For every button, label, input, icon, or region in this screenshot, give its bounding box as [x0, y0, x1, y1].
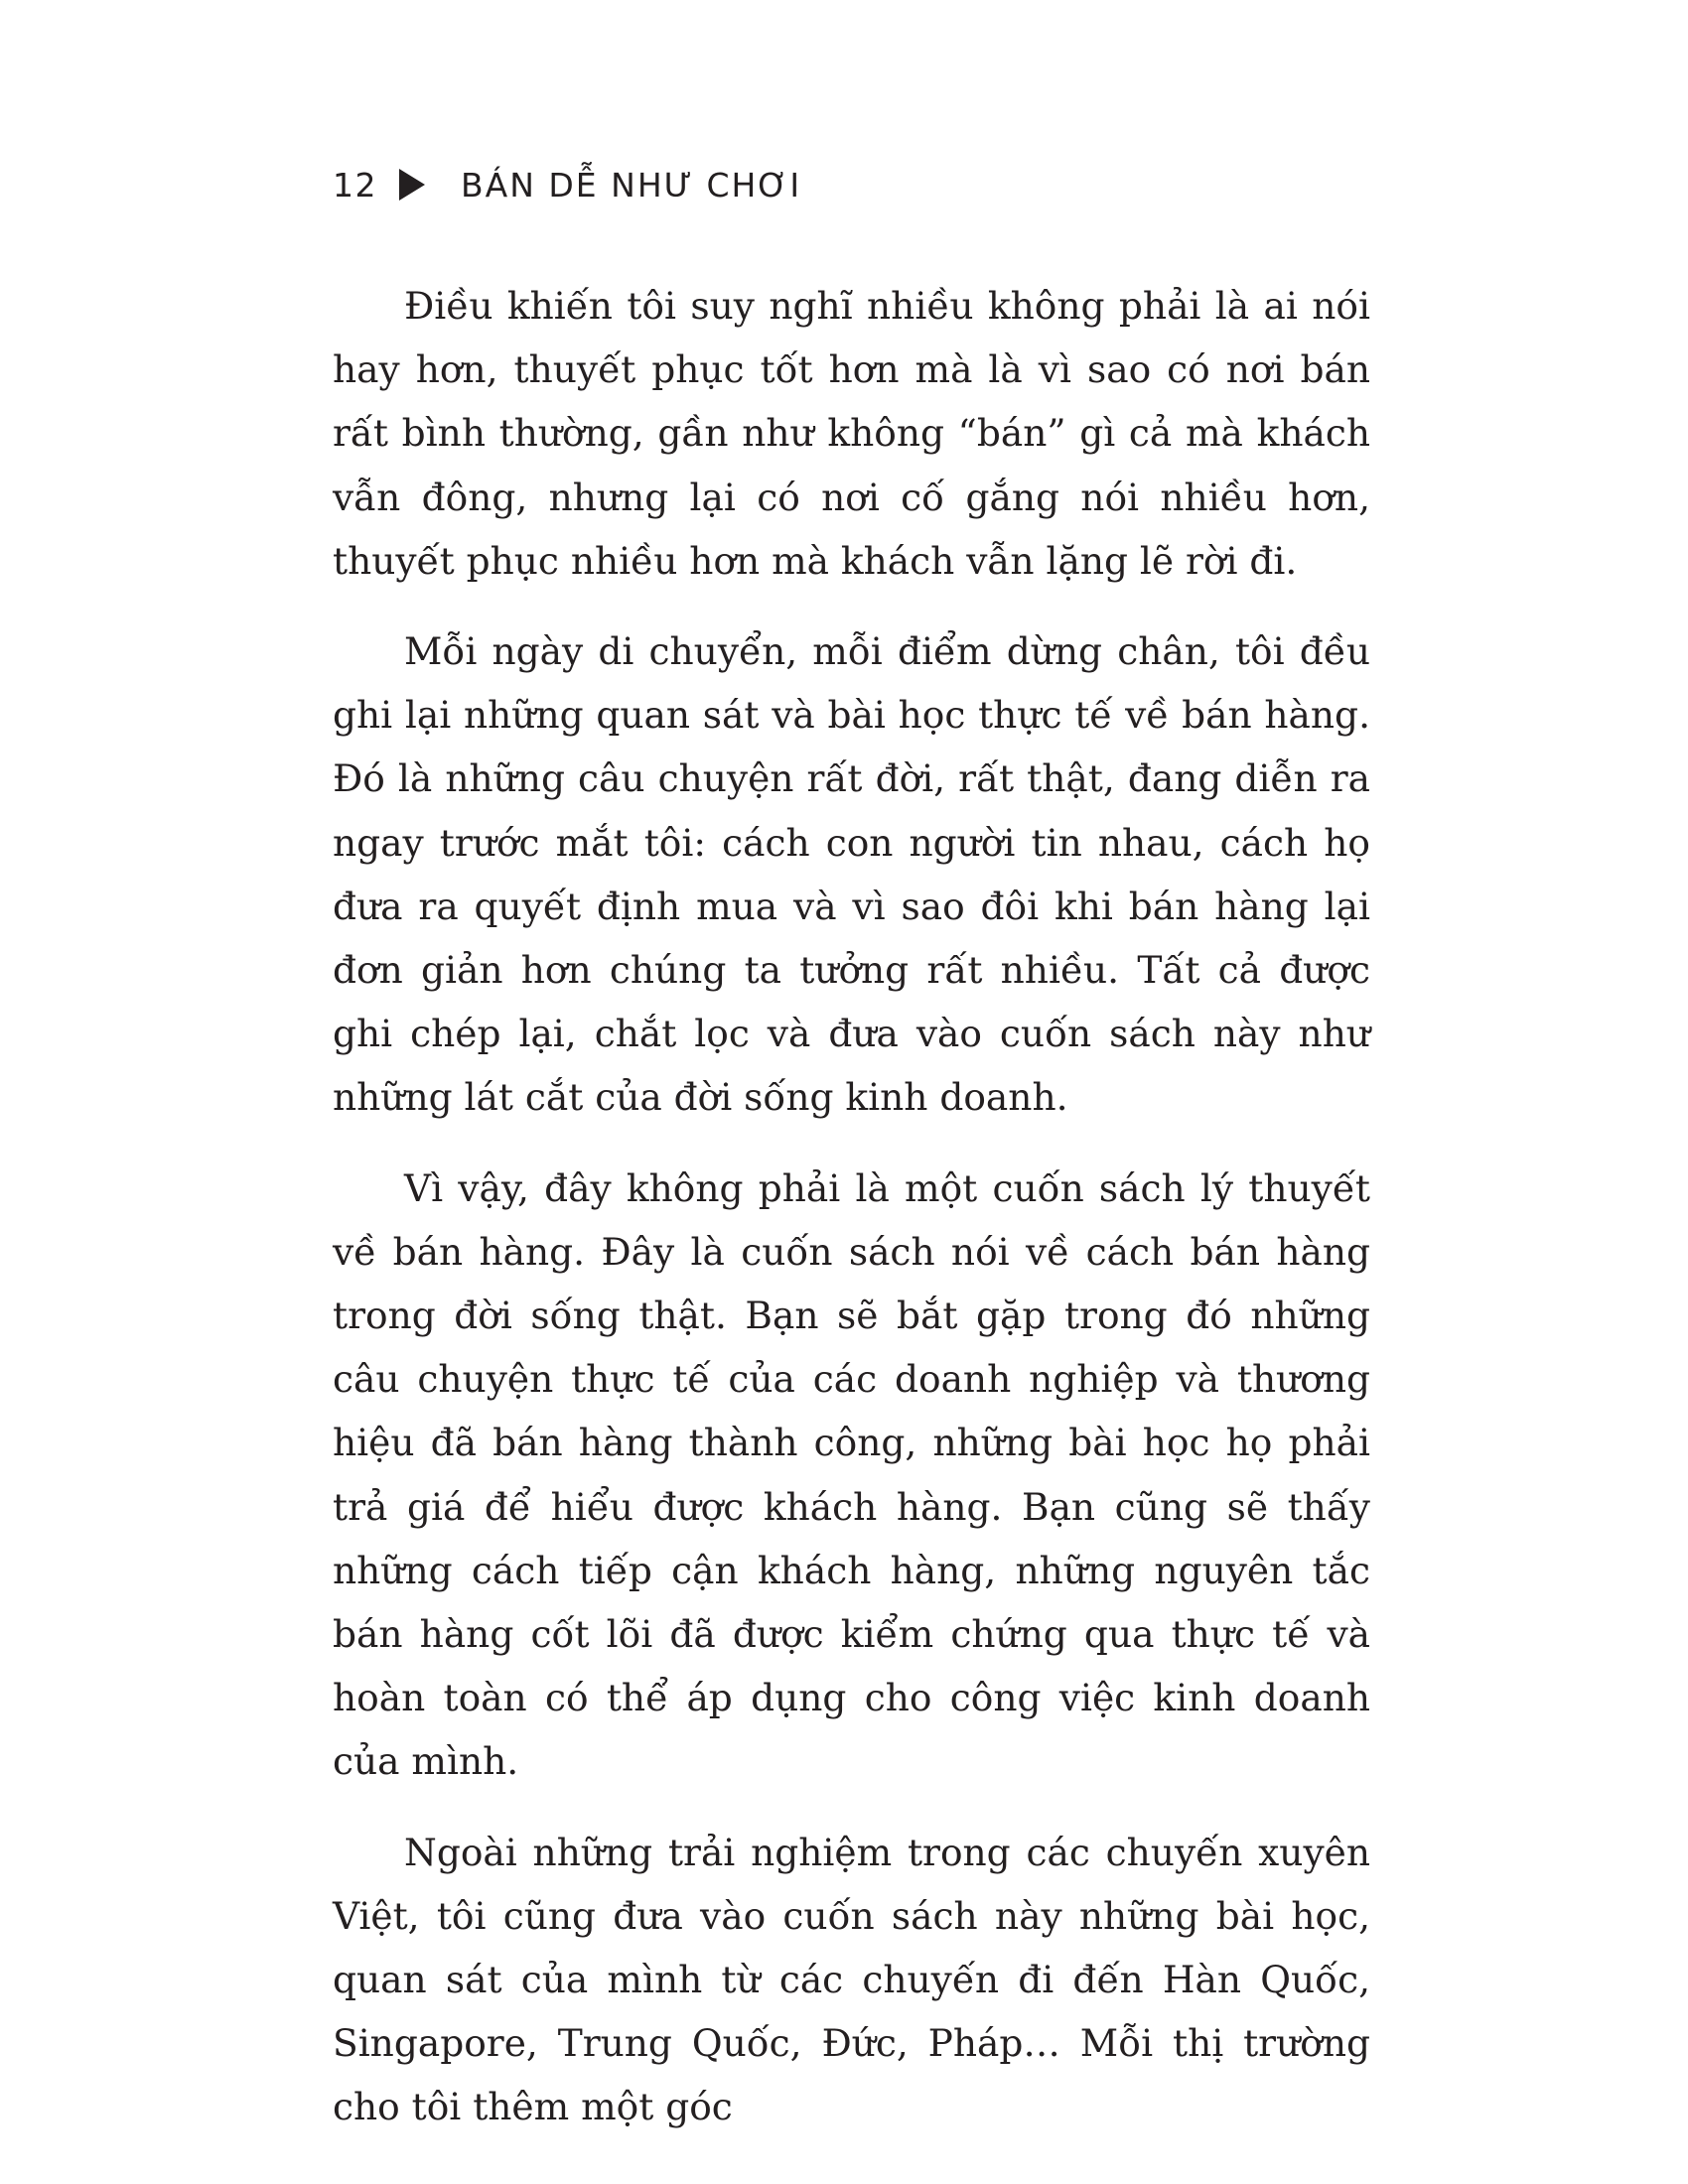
paragraph: Vì vậy, đây không phải là một cuốn sách lý thuyết về bán hàng. Đây là cuốn sách nói về cách bán hàng trong đời sống thật. Bạn sẽ bắt gặp trong đó những câu chuyện thực tế của các doanh nghiệp và thương hiệu đã bán hàng thành công, những bài học họ phải trả giá để hiểu được khách hàng. Bạn cũng sẽ thấy những cách tiếp cận khách hàng, những nguyên tắc bán hàng cốt lõi đã được kiểm chứng qua thực tế và hoàn toàn có thể áp dụng cho công việc kinh doanh của mình. — [333, 1165, 1370, 1784]
body-text — [333, 274, 1370, 2166]
play-arrow-icon — [399, 169, 425, 201]
paragraph: Mỗi ngày di chuyển, mỗi điểm dừng chân, tôi đều ghi lại những quan sát và bài học thực tế về bán hàng. Đó là những câu chuyện rất đời, rất thật, đang diễn ra ngay trước mắt tôi: cách con người tin nhau, cách họ đưa ra quyết định mua và vì sao đôi khi bán hàng lại đơn giản hơn chúng ta tưởng rất nhiều. Tất cả được ghi chép lại, chắt lọc và đưa vào cuốn sách này như những lát cắt của đời sống kinh doanh. — [333, 629, 1370, 1120]
paragraph: Ngoài những trải nghiệm trong các chuyến xuyên Việt, tôi cũng đưa vào cuốn sách này những bài học, quan sát của mình từ các chuyến đi đến Hàn Quốc, Singapore, Trung Quốc, Đức, Pháp… Mỗi thị trường cho tôi thêm một góc — [333, 1830, 1370, 2129]
running-header — [333, 161, 801, 208]
page-number: 12 — [333, 165, 377, 205]
running-title: BÁN DỄ NHƯ CHƠI — [461, 165, 802, 205]
paragraph: Điều khiến tôi suy nghĩ nhiều không phải là ai nói hay hơn, thuyết phục tốt hơn mà là vì sao có nơi bán rất bình thường, gần như không “bán” gì cả mà khách vẫn đông, nhưng lại có nơi cố gắng nói nhiều hơn, thuyết phục nhiều hơn mà khách vẫn lặng lẽ rời đi. — [333, 284, 1370, 583]
